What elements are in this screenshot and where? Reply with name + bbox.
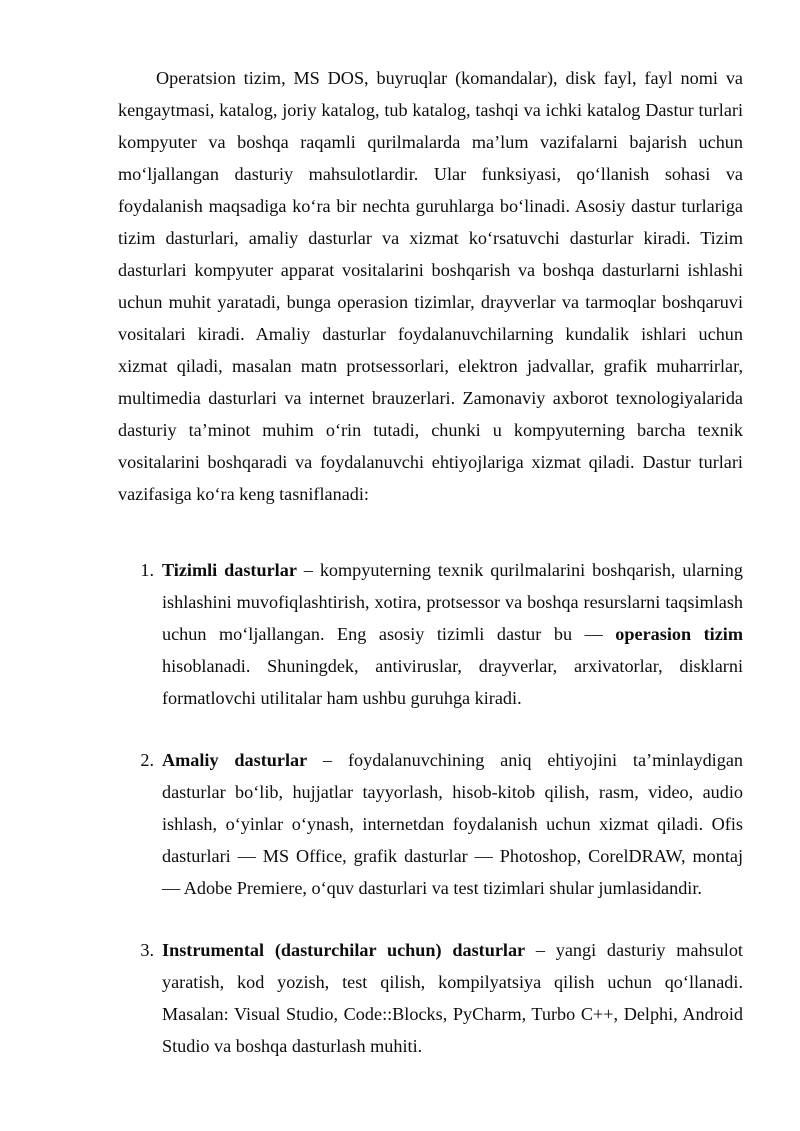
intro-paragraph: Operatsion tizim, MS DOS, buyruqlar (komandalar), disk fayl, fayl nomi va kengaytmasi, katalog, joriy katalog, tub katalog, tashqi va ichki katalog Dastur turlari kompyuter va boshqa raqamli qurilmalarda ma’lum vazifalarni bajarish uchun moʻljallangan dasturiy mahsulotlardir. Ular funksiyasi, qoʻllanish sohasi va foydalanish maqsadiga koʻra bir nechta guruhlarga boʻlinadi. Asosiy dastur turlariga tizim dasturlari, amaliy dasturlar va xizmat koʻrsatuvchi dasturlar kiradi. Tizim dasturlari kompyuter apparat vositalarini boshqarish va boshqa dasturlarni ishlashi uchun muhit yaratadi, bunga operasion tizimlar, drayverlar va tarmoqlar boshqaruvi vositalari kiradi. Amaliy dasturlar foydalanuvchilarning kundalik ishlari uchun xizmat qiladi, masalan matn protsessorlari, elektron jadvallar, grafik muharrirlar, multimedia dasturlari va internet brauzerlari. Zamonaviy axborot texnologiyalarida dasturiy ta’minot muhim oʻrin tutadi, chunki u kompyuterning barcha texnik vositalarini boshqaradi va foydalanuvchi ehtiyojlariga xizmat qiladi. Dastur turlari vazifasiga koʻra keng tasniflanadi:	[118, 68, 743, 504]
list-item-term-secondary: operasion tizim	[615, 624, 743, 644]
list-item-marker: 3.	[140, 940, 154, 960]
list-item-body-tail: hisoblanadi. Shuningdek, antiviruslar, drayverlar, arxivatorlar, disklarni formatlovchi utilitalar ham ushbu guruhga kiradi.	[162, 656, 743, 708]
list-item-marker: 2.	[140, 750, 154, 770]
list-item-marker: 1.	[140, 560, 154, 580]
list-item-term: Instrumental (dasturchilar uchun) dasturlar	[162, 940, 526, 960]
list-item-term: Amaliy dasturlar	[162, 750, 308, 770]
list-item-body: – yangi dasturiy mahsulot yaratish, kod yozish, test qilish, kompilyatsiya qilish uchun qoʻllanadi. Masalan: Visual Studio, Code::Blocks, PyCharm, Turbo C++, Delphi, Android Studio va boshqa dasturlash muhiti.	[162, 940, 743, 1056]
list-item	[118, 554, 743, 714]
list-item	[118, 934, 743, 1062]
list-item-body: – kompyuterning texnik qurilmalarini boshqarish, ularning ishlashini muvofiqlashtirish, xotira, protsessor va boshqa resurslarni taqsimlash uchun moʻljallangan. Eng asosiy tizimli dastur bu —	[162, 560, 743, 644]
program-types-list	[118, 554, 743, 1062]
list-item	[118, 744, 743, 904]
list-item-term: Tizimli dasturlar	[162, 560, 297, 580]
list-item-body: – foydalanuvchining aniq ehtiyojini ta’minlaydigan dasturlar boʻlib, hujjatlar tayyorlash, hisob-kitob qilish, rasm, video, audio ishlash, oʻyinlar oʻynash, internetdan foydalanish uchun xizmat qiladi. Ofis dasturlari — MS Office, grafik dasturlar — Photoshop, CorelDRAW, montaj — Adobe Premiere, oʻquv dasturlari va test tizimlari shular jumlasidandir.	[162, 750, 743, 898]
